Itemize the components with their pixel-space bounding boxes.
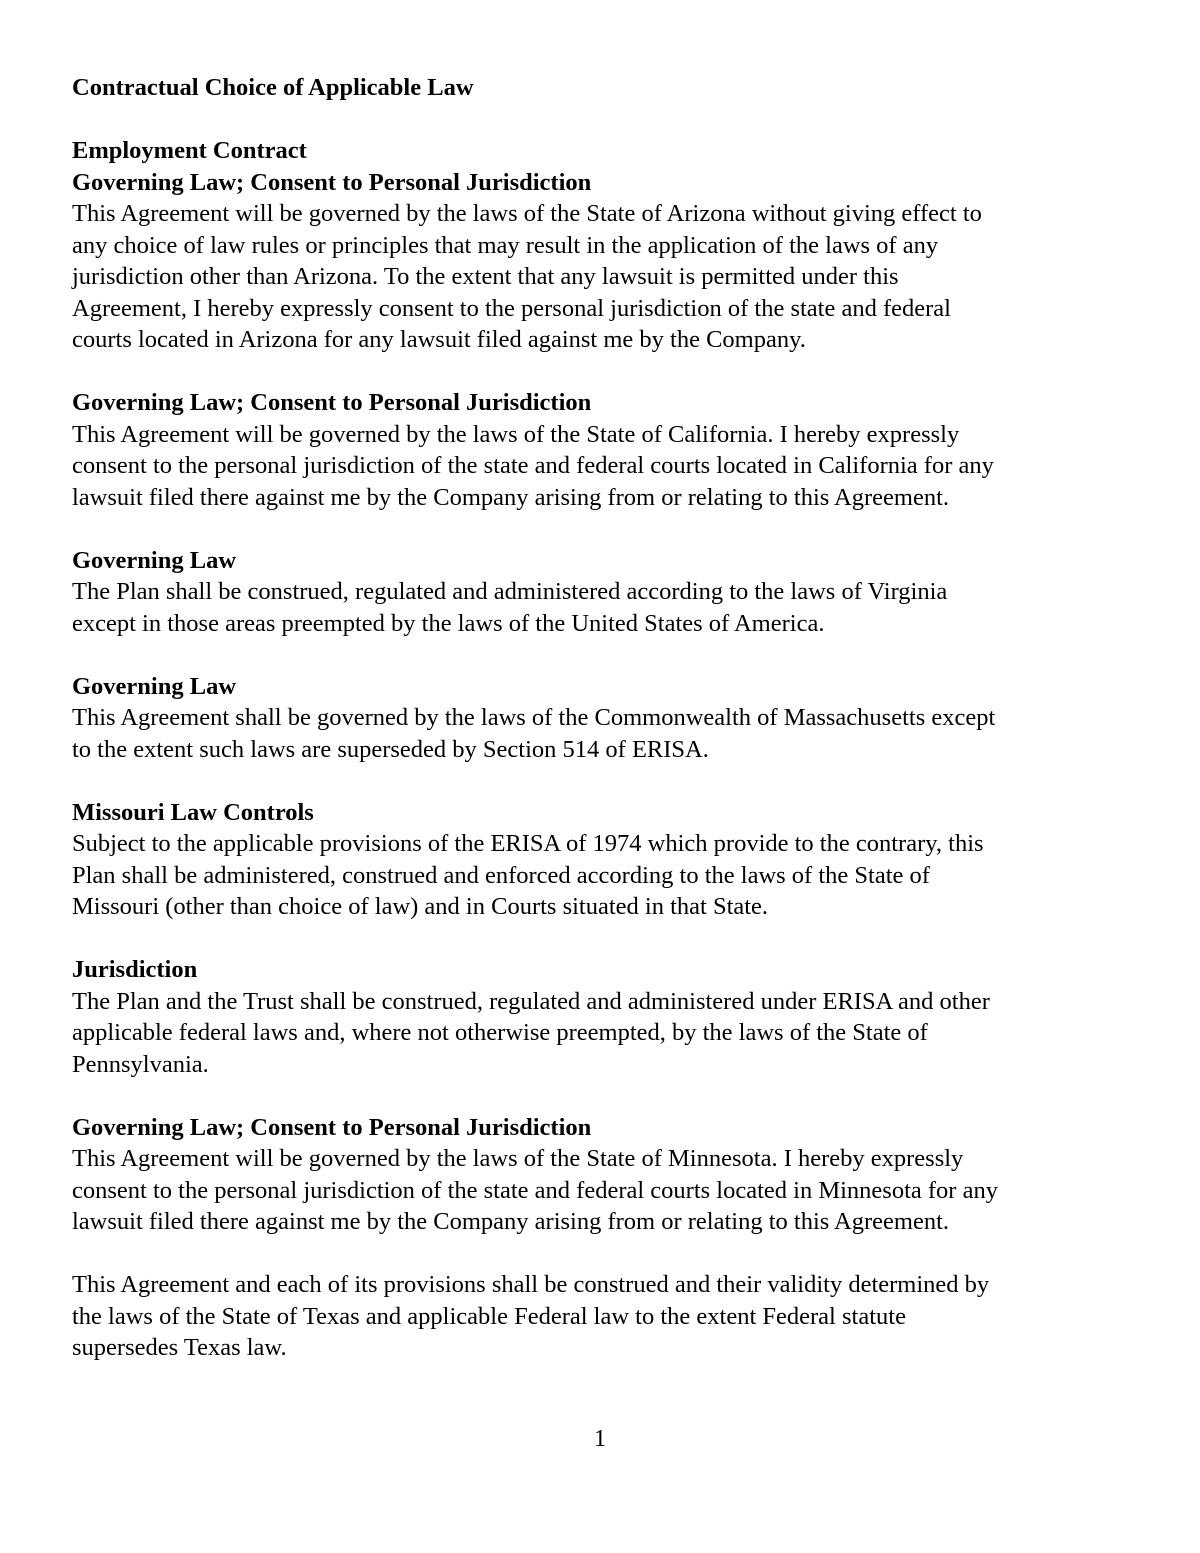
clause-line: Pennsylvania. bbox=[72, 1050, 209, 1078]
clause-line: the laws of the State of Texas and applicable Federal law to the extent Federal statute bbox=[72, 1302, 906, 1330]
clause-line: consent to the personal jurisdiction of the state and federal courts located in California for any bbox=[72, 452, 994, 479]
clause-line: supersedes Texas law. bbox=[72, 1334, 287, 1361]
clause-line: except in those areas preempted by the laws of the United States of America. bbox=[72, 609, 825, 637]
clause-line: Agreement, I hereby expressly consent to the personal jurisdiction of the state and federal bbox=[72, 294, 951, 322]
clause-section bbox=[72, 387, 1132, 513]
clause-heading: Governing Law; Consent to Personal Jurisdiction bbox=[72, 1113, 592, 1141]
clause-body bbox=[72, 828, 1132, 923]
clause-heading: Governing Law bbox=[72, 546, 237, 574]
clause-body bbox=[72, 1143, 1132, 1238]
clause-line: consent to the personal jurisdiction of the state and federal courts located in Minnesota for any bbox=[72, 1176, 998, 1204]
clause-body bbox=[72, 419, 1132, 514]
clause-heading: Governing Law; Consent to Personal Jurisdiction bbox=[72, 168, 592, 196]
intro-heading: Employment Contract bbox=[72, 137, 307, 164]
clause-body bbox=[72, 986, 1132, 1081]
clause-line: lawsuit filed there against me by the Company arising from or relating to this Agreement. bbox=[72, 483, 950, 511]
clause-line: This Agreement will be governed by the laws of the State of California. I hereby expressly bbox=[72, 420, 960, 448]
clause-heading: Governing Law; Consent to Personal Jurisdiction bbox=[72, 389, 592, 416]
clause-section bbox=[72, 1269, 1132, 1364]
clause-line: This Agreement shall be governed by the laws of the Commonwealth of Massachusetts except bbox=[72, 704, 996, 731]
document-title: Contractual Choice of Applicable Law bbox=[72, 74, 474, 101]
clause-body bbox=[72, 576, 1132, 639]
clause-line: lawsuit filed there against me by the Company arising from or relating to this Agreement. bbox=[72, 1208, 950, 1235]
clause-heading: Governing Law bbox=[72, 672, 237, 700]
clause-line: The Plan shall be construed, regulated and administered according to the laws of Virginia bbox=[72, 578, 948, 605]
clause-line: The Plan and the Trust shall be construed, regulated and administered under ERISA and other bbox=[72, 987, 990, 1015]
page-number: 1 bbox=[593, 1425, 607, 1452]
clause-section bbox=[72, 1112, 1132, 1238]
clause-body bbox=[72, 702, 1132, 765]
clause-line: This Agreement will be governed by the laws of the State of Minnesota. I hereby expressly bbox=[72, 1145, 964, 1172]
clause-line: This Agreement will be governed by the laws of the State of Arizona without giving effect to bbox=[72, 200, 982, 227]
clause-line: Missouri (other than choice of law) and in Courts situated in that State. bbox=[72, 893, 769, 920]
clause-line: to the extent such laws are superseded by Section 514 of ERISA. bbox=[72, 735, 709, 763]
clause-line: Subject to the applicable provisions of the ERISA of 1974 which provide to the contrary, this bbox=[72, 830, 984, 857]
clause-line: any choice of law rules or principles that may result in the application of the laws of any bbox=[72, 231, 939, 259]
document-page bbox=[72, 72, 1132, 1395]
clause-body bbox=[72, 1269, 1132, 1364]
clause-heading: Jurisdiction bbox=[72, 956, 198, 983]
clause-line: courts located in Arizona for any lawsuit filed against me by the Company. bbox=[72, 326, 806, 353]
clause-line: Plan shall be administered, construed and enforced according to the laws of the State of bbox=[72, 861, 930, 889]
clause-section bbox=[72, 954, 1132, 1080]
clause-section bbox=[72, 671, 1132, 766]
sections-container bbox=[72, 167, 1132, 1364]
clause-section bbox=[72, 797, 1132, 923]
clause-line: jurisdiction other than Arizona. To the extent that any lawsuit is permitted under this bbox=[72, 263, 899, 290]
clause-section bbox=[72, 167, 1132, 356]
clause-body bbox=[72, 198, 1132, 356]
clause-line: This Agreement and each of its provisions shall be construed and their validity determined by bbox=[72, 1271, 990, 1298]
clause-section bbox=[72, 545, 1132, 640]
clause-line: applicable federal laws and, where not otherwise preempted, by the laws of the State of bbox=[72, 1019, 928, 1046]
clause-heading: Missouri Law Controls bbox=[72, 798, 314, 826]
